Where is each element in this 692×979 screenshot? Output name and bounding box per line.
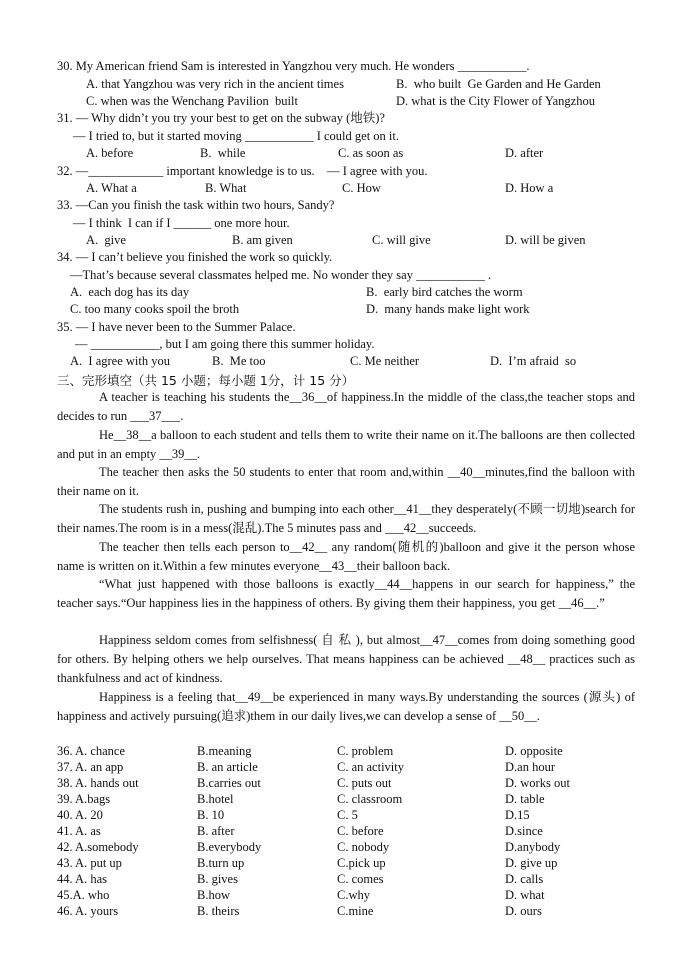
q33-option-a: A. give	[86, 233, 126, 247]
option-cell: C. nobody	[337, 840, 390, 854]
option-cell: C. 5	[337, 808, 358, 822]
section-title: 三、完形填空（共 15 小题；每小题 1分，计 15 分）	[57, 373, 355, 388]
question-33-reply: — I think I can if I ______ one more hour.	[73, 216, 290, 230]
option-cell: D. ours	[505, 904, 542, 918]
q32-option-a: A. What a	[86, 181, 137, 195]
question-34-stem: 34. — I can’t believe you finished the work so quickly.	[57, 250, 333, 264]
passage-paragraph: The teacher then tells each person to__42__ any random(随机的)balloon and give it the person whose name is written on it.Within a few minutes everyone__43__their balloon back.	[57, 540, 635, 573]
option-cell: C. comes	[337, 872, 384, 886]
option-cell: C. before	[337, 824, 384, 838]
passage-paragraph: The students rush in, pushing and bumping into each other__41__they desperately(不顾一切地)search for their names.The room is in a mess(混乱).The 5 minutes pass and ___42__succeeds.	[57, 502, 635, 535]
option-cell: D.an hour	[505, 760, 555, 774]
q34-option-d: D. many hands make light work	[366, 302, 530, 316]
q32-option-b: B. What	[205, 181, 247, 195]
option-cell: D.anybody	[505, 840, 561, 854]
q35-option-b: B. Me too	[212, 354, 266, 368]
q30-option-c: C. when was the Wenchang Pavilion built	[86, 94, 298, 108]
option-cell: C. puts out	[337, 776, 392, 790]
passage-paragraph: A teacher is teaching his students the__36__of happiness.In the middle of the class,the teacher stops and decides to run ___37___.	[57, 390, 635, 423]
option-cell: 42. A.somebody	[57, 840, 139, 854]
question-31-reply: — I tried to, but it started moving ___________ I could get on it.	[73, 129, 400, 143]
passage-paragraph: Happiness seldom comes from selfishness( 自 私 ), but almost__47__comes from doing something good for others. By helping others we help ourselves. That means happiness can be achieved __48__ practices such as thankfulness and act of kindness.	[57, 633, 635, 685]
option-cell: 38. A. hands out	[57, 776, 139, 790]
question-30-stem: 30. My American friend Sam is interested in Yangzhou very much. He wonders ___________.	[57, 59, 530, 73]
q33-option-c: C. will give	[372, 233, 431, 247]
option-cell: D. calls	[505, 872, 544, 886]
passage-paragraph: The teacher then asks the 50 students to enter that room and,within __40__minutes,find the balloon with their name on it.	[57, 465, 635, 498]
q30-option-a: A. that Yangzhou was very rich in the ancient times	[86, 77, 344, 91]
option-cell: B.hotel	[197, 792, 234, 806]
question-35-reply: — ___________, but I am going there this summer holiday.	[75, 337, 375, 351]
option-cell: B.everybody	[197, 840, 262, 854]
option-cell: D. give up	[505, 856, 558, 870]
option-cell: D.since	[505, 824, 543, 838]
option-cell: B.carries out	[197, 776, 261, 790]
passage-paragraph: He__38__a balloon to each student and tells them to write their name on it.The balloons are then collected and put in an empty __39__.	[57, 428, 635, 461]
option-cell: C. an activity	[337, 760, 404, 774]
option-cell: B. 10	[197, 808, 225, 822]
option-cell: D. what	[505, 888, 545, 902]
q31-option-c: C. as soon as	[338, 146, 404, 160]
q35-option-c: C. Me neither	[350, 354, 420, 368]
option-cell: D. works out	[505, 776, 570, 790]
option-cell: 37. A. an app	[57, 760, 124, 774]
option-cell: 40. A. 20	[57, 808, 103, 822]
q32-option-c: C. How	[342, 181, 381, 195]
option-cell: 45.A. who	[57, 888, 110, 902]
question-35-stem: 35. — I have never been to the Summer Palace.	[57, 320, 296, 334]
q31-option-a: A. before	[86, 146, 134, 160]
option-cell: C.mine	[337, 904, 374, 918]
q35-option-a: A. I agree with you	[70, 354, 170, 368]
option-cell: B.turn up	[197, 856, 245, 870]
option-cell: C.why	[337, 888, 370, 902]
q30-option-b: B. who built Ge Garden and He Garden	[396, 77, 601, 91]
option-cell: D. opposite	[505, 744, 563, 758]
q32-option-d: D. How a	[505, 181, 554, 195]
option-cell: C. classroom	[337, 792, 403, 806]
q31-option-b: B. while	[200, 146, 246, 160]
option-cell: C.pick up	[337, 856, 386, 870]
q35-option-d: D. I’m afraid so	[490, 354, 577, 368]
passage-paragraph: Happiness is a feeling that__49__be experienced in many ways.By understanding the sources (源头) of happiness and actively pursuing(追求)them in our daily lives,we can develop a sense of __50__.	[57, 690, 635, 723]
option-cell: 41. A. as	[57, 824, 101, 838]
question-33-stem: 33. —Can you finish the task within two hours, Sandy?	[57, 198, 335, 212]
q31-option-d: D. after	[505, 146, 544, 160]
q33-option-b: B. am given	[232, 233, 293, 247]
q34-option-c: C. too many cooks spoil the broth	[70, 302, 240, 316]
q33-option-d: D. will be given	[505, 233, 586, 247]
q30-option-d: D. what is the City Flower of Yangzhou	[396, 94, 595, 108]
option-cell: B.how	[197, 888, 230, 902]
option-cell: B. theirs	[197, 904, 240, 918]
q34-option-a: A. each dog has its day	[70, 285, 190, 299]
question-32-stem: 32. —____________ important knowledge is to us. — I agree with you.	[57, 164, 428, 178]
option-cell: 36. A. chance	[57, 744, 126, 758]
option-cell: D.15	[505, 808, 530, 822]
option-cell: B. after	[197, 824, 235, 838]
question-34-reply: —That’s because several classmates helped me. No wonder they say ___________ .	[70, 268, 492, 282]
option-cell: B.meaning	[197, 744, 252, 758]
option-cell: 46. A. yours	[57, 904, 119, 918]
question-31-stem: 31. — Why didn’t you try your best to get on the subway (地铁)?	[57, 111, 385, 125]
q34-option-b: B. early bird catches the worm	[366, 285, 523, 299]
option-cell: D. table	[505, 792, 545, 806]
option-cell: 43. A. put up	[57, 856, 122, 870]
option-cell: 44. A. has	[57, 872, 107, 886]
passage-paragraph: “What just happened with those balloons is exactly__44__happens in our search for happiness,” the teacher says.“Our happiness lies in the happiness of others. By giving them their happiness, you get __46__.”	[57, 577, 635, 610]
option-cell: B. an article	[197, 760, 258, 774]
option-cell: C. problem	[337, 744, 394, 758]
option-cell: B. gives	[197, 872, 238, 886]
option-cell: 39. A.bags	[57, 792, 111, 806]
